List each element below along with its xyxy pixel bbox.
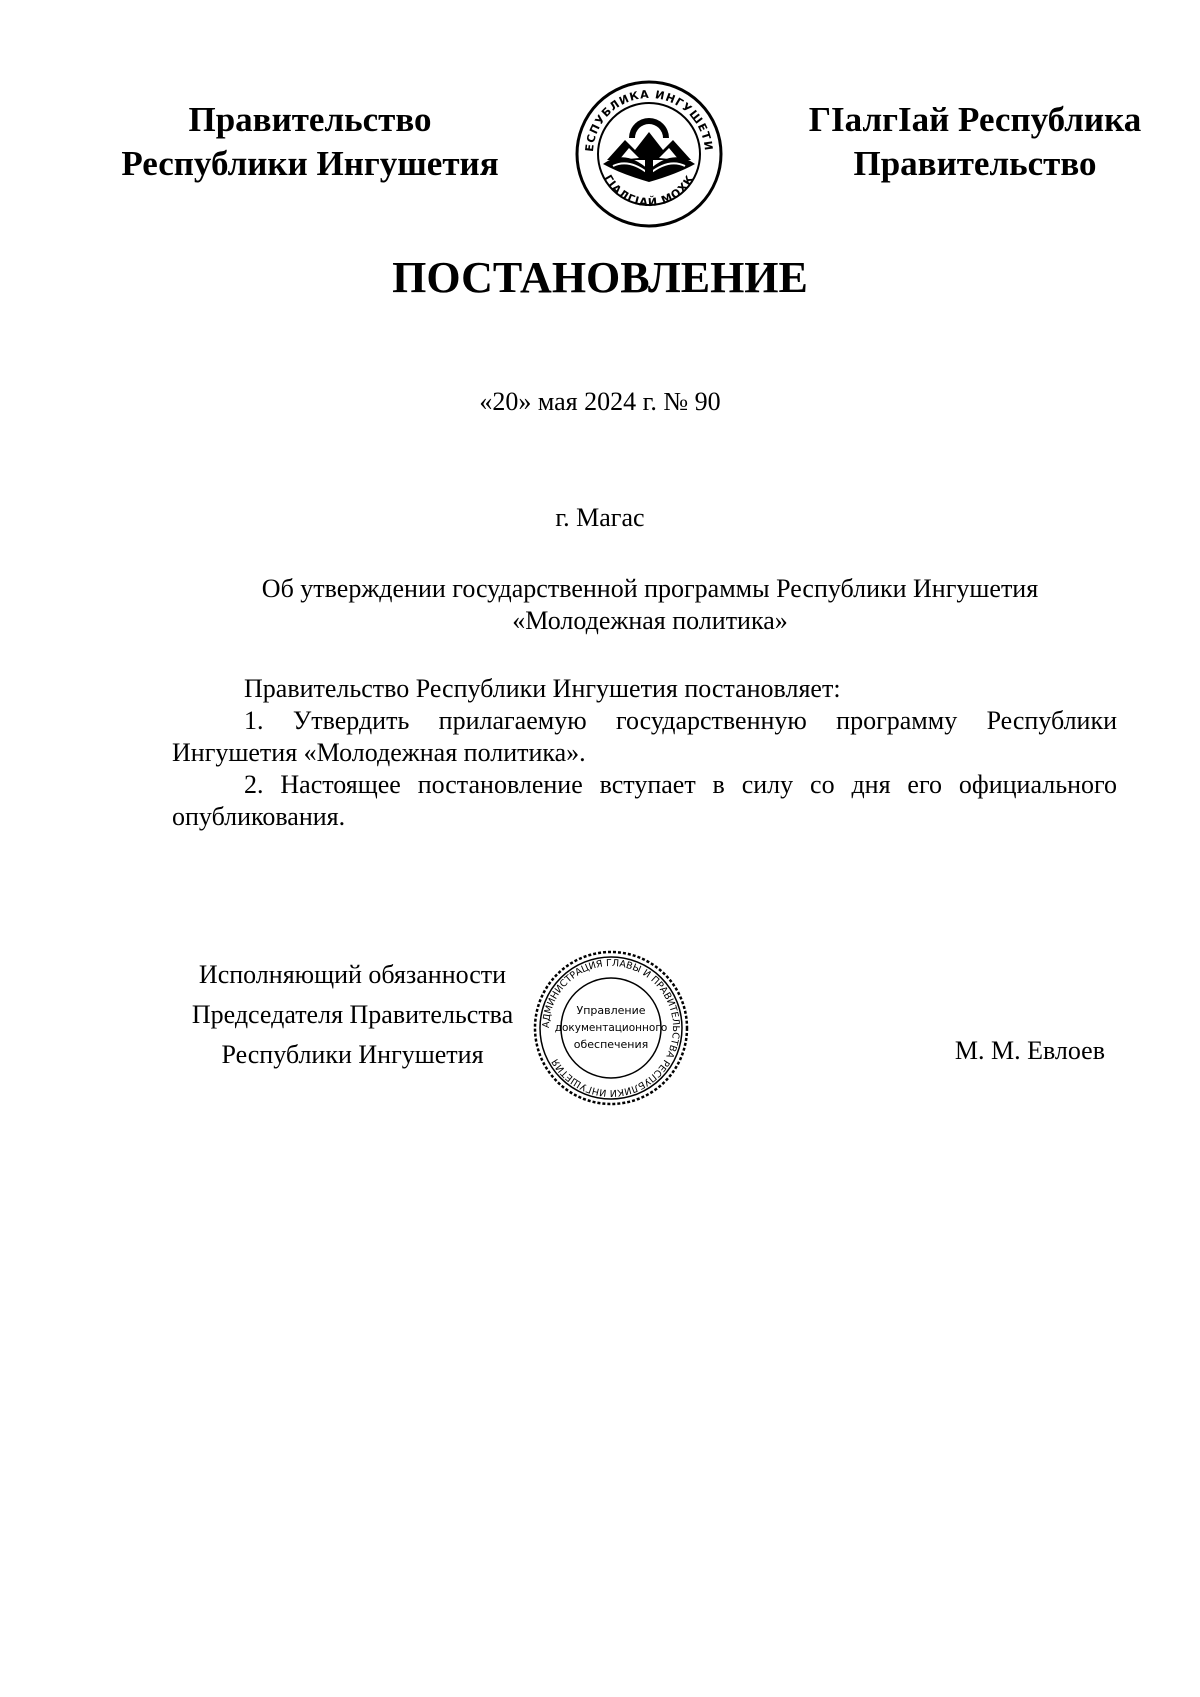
document-date-number: «20» мая 2024 г. № 90 <box>479 387 721 416</box>
svg-text:обеспечения: обеспечения <box>573 1038 649 1051</box>
header-left-line1: Правительство <box>188 100 432 139</box>
svg-text:документационного: документационного <box>554 1022 668 1034</box>
signer-position-line1: Исполняющий обязанности <box>198 960 507 989</box>
document-city: г. Магас <box>555 503 645 532</box>
svg-text:Управление: Управление <box>576 1004 646 1017</box>
svg-text:ГIАЛГIАЙ МОХК: ГIАЛГIАЙ МОХК <box>601 172 697 210</box>
header-left-block <box>100 98 520 186</box>
header-left-line2: Республики Ингушетия <box>121 144 499 183</box>
document-body <box>172 673 1117 833</box>
svg-text:АДМИНИСТРАЦИЯ ГЛАВЫ И ПРАВИТЕЛ: АДМИНИСТРАЦИЯ ГЛАВЫ И ПРАВИТЕЛЬСТВА РЕСПУБЛИКИ ИНГУШЕТИЯ <box>540 957 682 1099</box>
signer-position-line3: Республики Ингушетия <box>221 1040 484 1069</box>
header-right-block <box>790 98 1160 186</box>
official-stamp-icon <box>530 947 692 1109</box>
document-title-line2: «Молодежная политика» <box>512 606 788 635</box>
ingushetia-coat-of-arms-icon <box>573 78 725 230</box>
body-paragraph: Правительство Республики Ингушетия постановляет: <box>244 674 841 703</box>
document-title <box>170 573 1130 637</box>
signer-position <box>160 955 545 1075</box>
signer-name: М. М. Евлоев <box>954 1036 1105 1065</box>
header-right-line1: ГIалгIай Республика <box>808 100 1142 139</box>
svg-text:РЕСПУБЛИКА ИНГУШЕТИЯ: ЕСПУБЛИКА ИНГУШЕТИ <box>582 87 716 153</box>
document-type-heading: ПОСТАНОВЛЕНИЕ <box>392 253 808 302</box>
body-paragraph: 1. Утвердить прилагаемую государственную программу Республики Ингушетия «Молодежная политика». <box>172 706 1117 767</box>
body-paragraph: 2. Настоящее постановление вступает в силу со дня его официального опубликования. <box>172 770 1117 831</box>
document-title-line1: Об утверждении государственной программы Республики Ингушетия <box>261 574 1039 603</box>
signer-position-line2: Председателя Правительства <box>191 1000 514 1029</box>
header-right-line2: Правительство <box>853 144 1097 183</box>
